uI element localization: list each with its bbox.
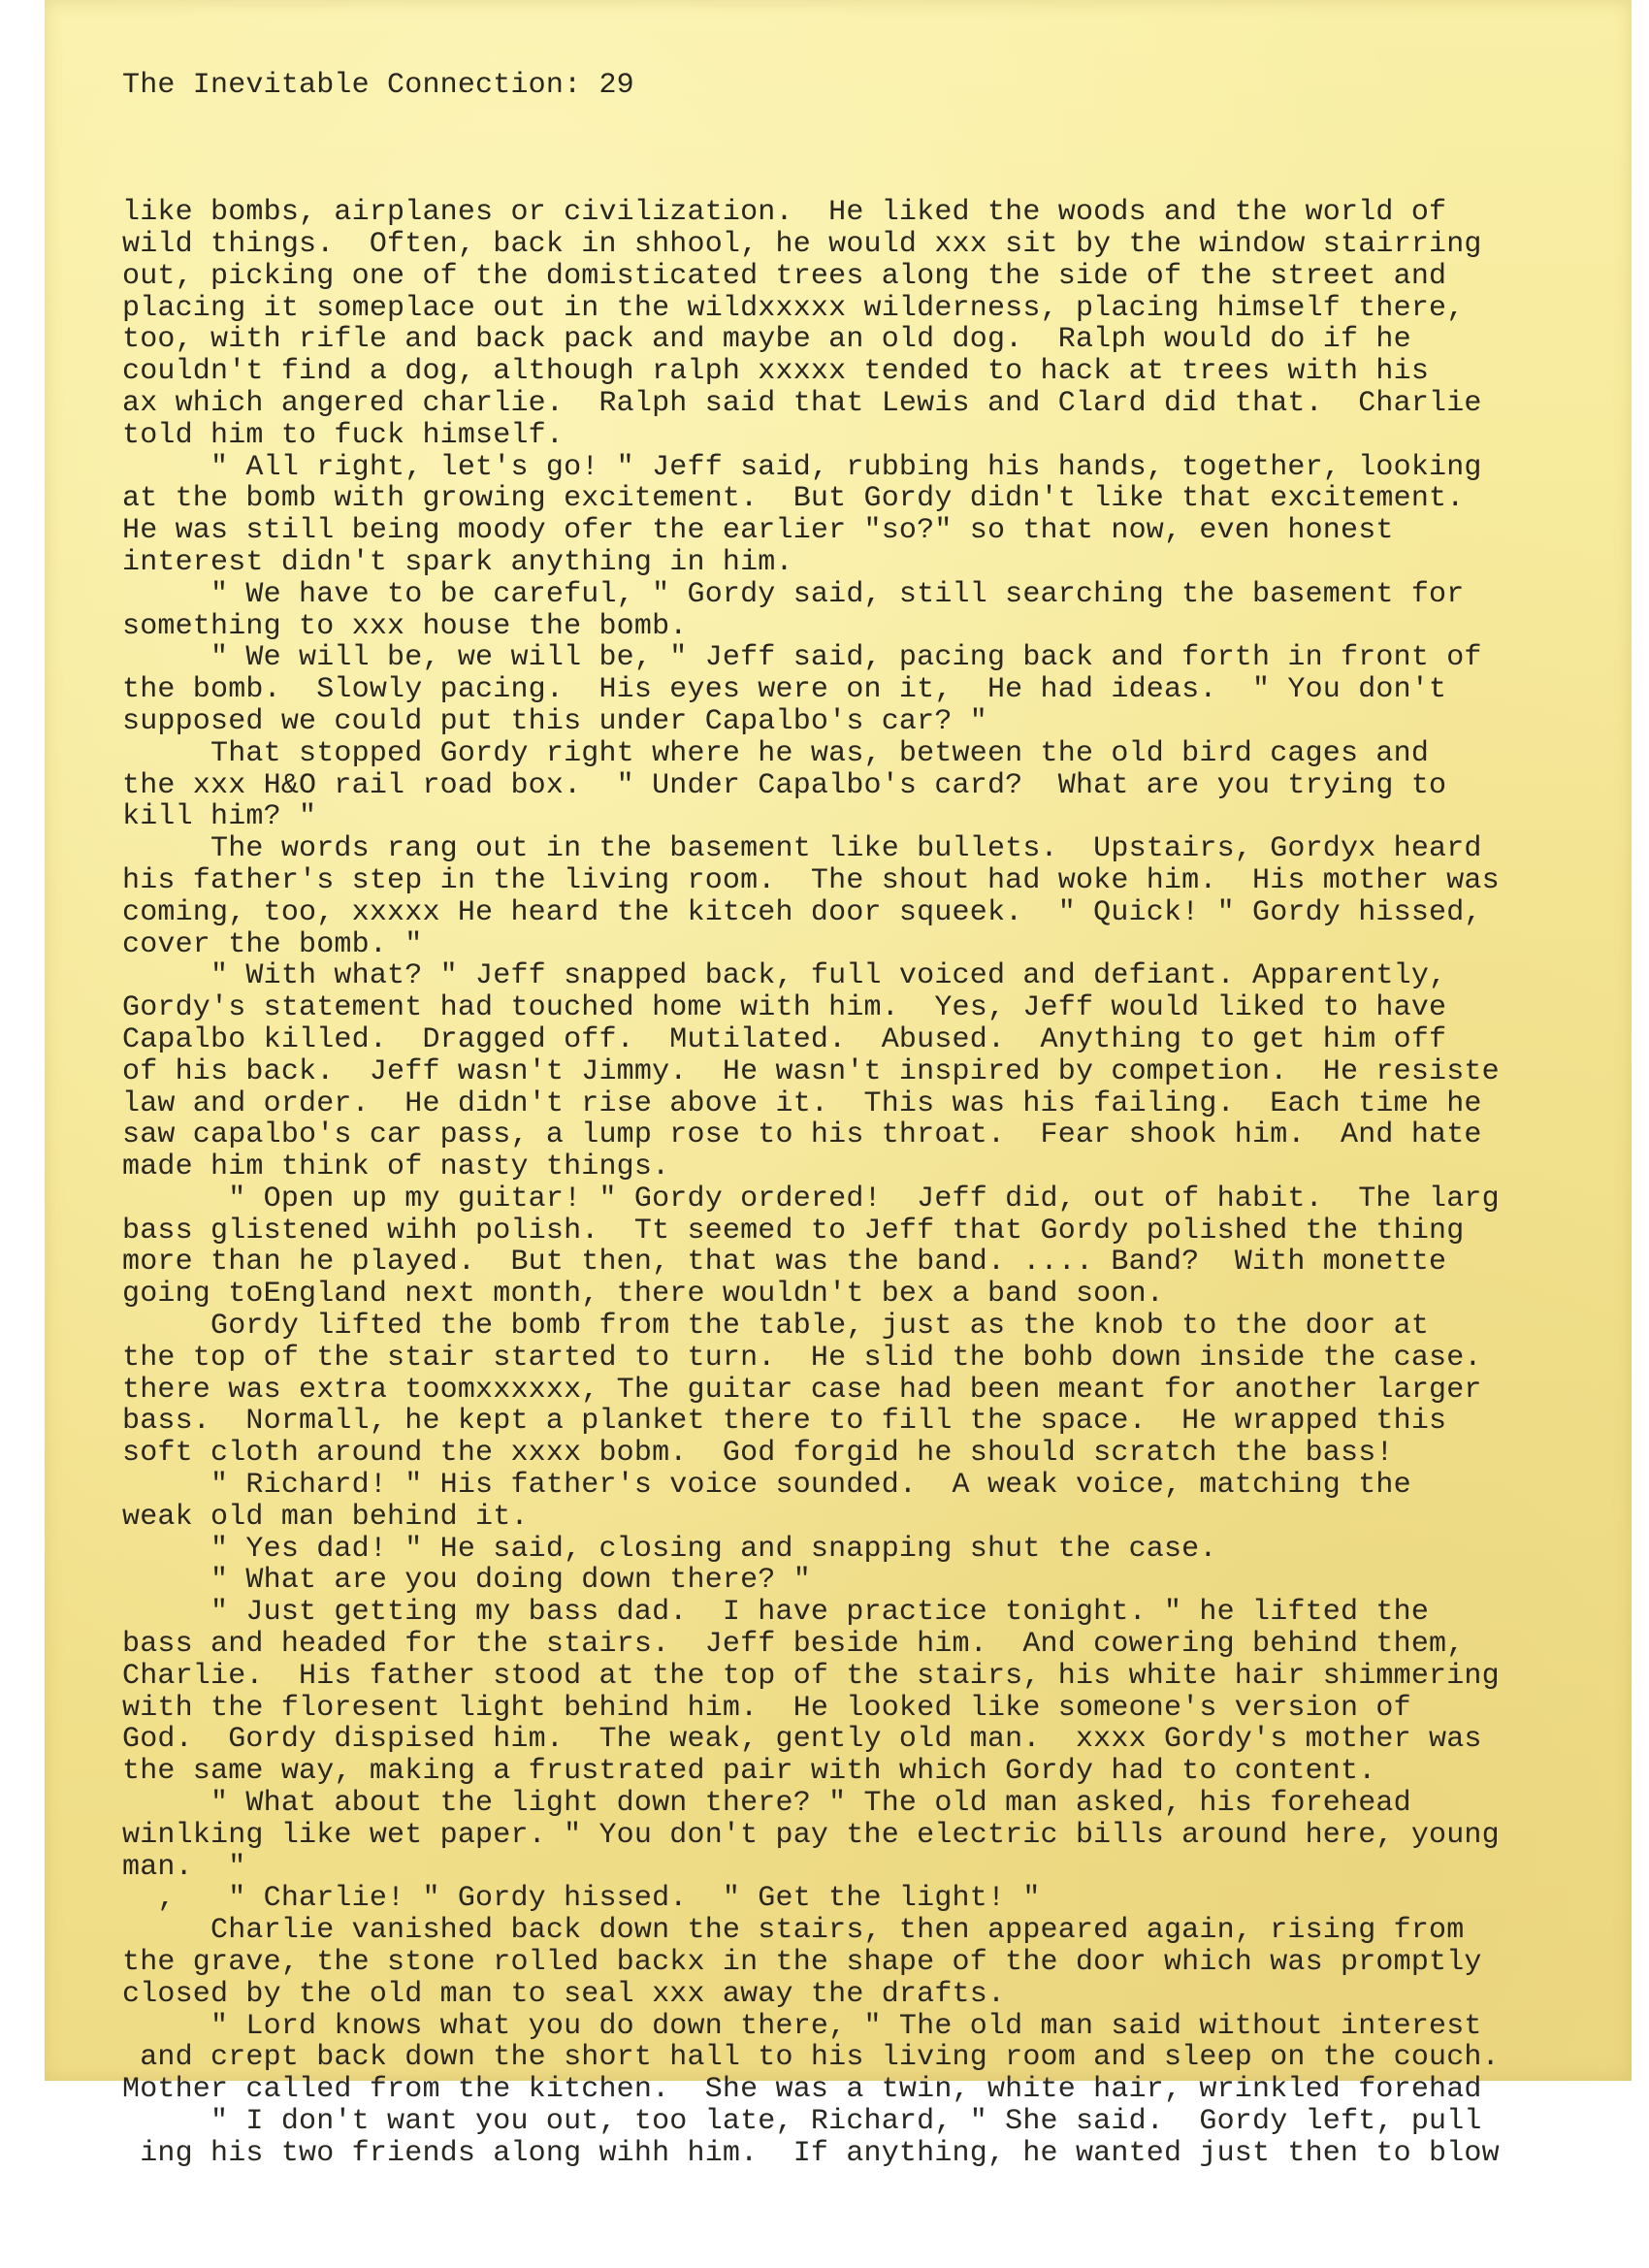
- text-line: ax which angered charlie. Ralph said that Lewis and Clard did that. Charlie: [122, 386, 1482, 420]
- text-line: bass glistened wihh polish. Tt seemed to Jeff that Gordy polished the thing: [122, 1214, 1465, 1247]
- text-line: the grave, the stone rolled backx in the shape of the door which was promptly: [122, 1946, 1482, 1980]
- text-line: " Richard! " His father's voice sounded. A weak voice, matching the: [122, 1469, 1411, 1503]
- text-line: Charlie vanished back down the stairs, then appeared again, rising from: [122, 1914, 1465, 1948]
- text-line: " Lord knows what you do down there, " The old man said without interest: [122, 2009, 1482, 2043]
- body-text: [122, 197, 1632, 2169]
- text-line: saw capalbo's car pass, a lump rose to his throat. Fear shook him. And hate: [122, 1118, 1482, 1152]
- text-line: ing his two friends along wihh him. If anything, he wanted just then to blow: [122, 2136, 1500, 2170]
- text-line: bass. Normall, he kept a planket there to fill the space. He wrapped this: [122, 1405, 1447, 1439]
- text-line: the bomb. Slowly pacing. His eyes were on it, He had ideas. " You don't: [122, 673, 1447, 707]
- text-line: something to xxx house the bomb.: [122, 609, 688, 643]
- text-line: " We will be, we will be, " Jeff said, pacing back and forth in front of: [122, 641, 1482, 675]
- text-line: told him to fuck himself.: [122, 418, 565, 452]
- text-line: kill him? ": [122, 800, 317, 834]
- text-line: more than he played. But then, that was the band. .... Band? With monette: [122, 1246, 1447, 1280]
- text-line: " Yes dad! " He said, closing and snapping shut the case.: [122, 1532, 1217, 1566]
- text-line: " We have to be careful, " Gordy said, still searching the basement for: [122, 577, 1465, 611]
- text-line: weak old man behind it.: [122, 1500, 529, 1534]
- text-line: , " Charlie! " Gordy hissed. " Get the light! ": [122, 1882, 1041, 1916]
- text-line: " Open up my guitar! " Gordy ordered! Jeff did, out of habit. The larg: [122, 1182, 1500, 1215]
- text-line: cover the bomb. ": [122, 927, 423, 961]
- text-line: wild things. Often, back in shhool, he would xxx sit by the window stairring: [122, 227, 1482, 261]
- text-line: the same way, making a frustrated pair with which Gordy had to content.: [122, 1755, 1376, 1789]
- text-line: " With what? " Jeff snapped back, full voiced and defiant. Apparently,: [122, 959, 1447, 993]
- text-line: like bombs, airplanes or civilization. He liked the woods and the world of: [122, 196, 1447, 230]
- page-header: The Inevitable Connection: 29: [122, 68, 634, 102]
- text-line: " What about the light down there? " The old man asked, his forehead: [122, 1787, 1411, 1821]
- text-line: law and order. He didn't rise above it. This was his failing. Each time he: [122, 1086, 1482, 1120]
- text-line: his father's step in the living room. The shout had woke him. His mother was: [122, 863, 1500, 897]
- text-line: placing it someplace out in the wildxxxxx wilderness, placing himself there,: [122, 291, 1465, 325]
- text-line: at the bomb with growing excitement. But Gordy didn't like that excitement.: [122, 482, 1465, 516]
- text-line: with the floresent light behind him. He looked like someone's version of: [122, 1691, 1411, 1725]
- text-line: bass and headed for the stairs. Jeff beside him. And cowering behind them,: [122, 1628, 1465, 1662]
- text-line: Charlie. His father stood at the top of the stairs, his white hair shimmering: [122, 1659, 1500, 1693]
- text-line: too, with rifle and back pack and maybe an old dog. Ralph would do if he: [122, 323, 1411, 357]
- text-line: out, picking one of the domisticated trees along the side of the street and: [122, 259, 1447, 293]
- text-line: man. ": [122, 1850, 246, 1884]
- text-line: interest didn't spark anything in him.: [122, 545, 793, 579]
- text-line: winlking like wet paper. " You don't pay the electric bills around here, young: [122, 1818, 1500, 1852]
- text-line: The words rang out in the basement like bullets. Upstairs, Gordyx heard: [122, 832, 1482, 866]
- text-line: coming, too, xxxxx He heard the kitceh door squeek. " Quick! " Gordy hissed,: [122, 895, 1482, 929]
- text-line: made him think of nasty things.: [122, 1150, 670, 1184]
- text-line: " All right, let's go! " Jeff said, rubbing his hands, together, looking: [122, 450, 1482, 484]
- text-line: supposed we could put this under Capalbo's car? ": [122, 704, 987, 738]
- text-line: couldn't find a dog, although ralph xxxxx tended to hack at trees with his: [122, 355, 1430, 389]
- typed-text: [122, 6, 1632, 2201]
- text-line: Gordy's statement had touched home with him. Yes, Jeff would liked to have: [122, 991, 1447, 1025]
- text-line: That stopped Gordy right where he was, between the old bird cages and: [122, 736, 1430, 770]
- text-line: He was still being moody ofer the earlier "so?" so that now, even honest: [122, 514, 1394, 548]
- text-line: of his back. Jeff wasn't Jimmy. He wasn't inspired by competion. He resiste: [122, 1054, 1500, 1088]
- text-line: the top of the stair started to turn. He slid the bohb down inside the case.: [122, 1341, 1482, 1375]
- text-line: going toEngland next month, there wouldn't bex a band soon.: [122, 1278, 1164, 1312]
- text-line: Mother called from the kitchen. She was a twin, white hair, wrinkled forehad: [122, 2073, 1482, 2107]
- text-line: there was extra toomxxxxxx, The guitar case had been meant for another larger: [122, 1373, 1482, 1407]
- text-line: Capalbo killed. Dragged off. Mutilated. Abused. Anything to get him off: [122, 1022, 1447, 1056]
- text-line: soft cloth around the xxxx bobm. God forgid he should scratch the bass!: [122, 1437, 1394, 1471]
- text-line: " I don't want you out, too late, Richard, " She said. Gordy left, pull: [122, 2105, 1482, 2138]
- text-line: and crept back down the short hall to his living room and sleep on the couch.: [122, 2041, 1500, 2075]
- text-line: " What are you doing down there? ": [122, 1564, 811, 1598]
- text-line: the xxx H&O rail road box. " Under Capalbo's card? What are you trying to: [122, 768, 1447, 802]
- text-line: " Just getting my bass dad. I have practice tonight. " he lifted the: [122, 1596, 1430, 1630]
- text-line: closed by the old man to seal xxx away the drafts.: [122, 1977, 1006, 2011]
- text-line: God. Gordy dispised him. The weak, gently old man. xxxx Gordy's mother was: [122, 1723, 1482, 1757]
- text-line: Gordy lifted the bomb from the table, just as the knob to the door at: [122, 1310, 1430, 1344]
